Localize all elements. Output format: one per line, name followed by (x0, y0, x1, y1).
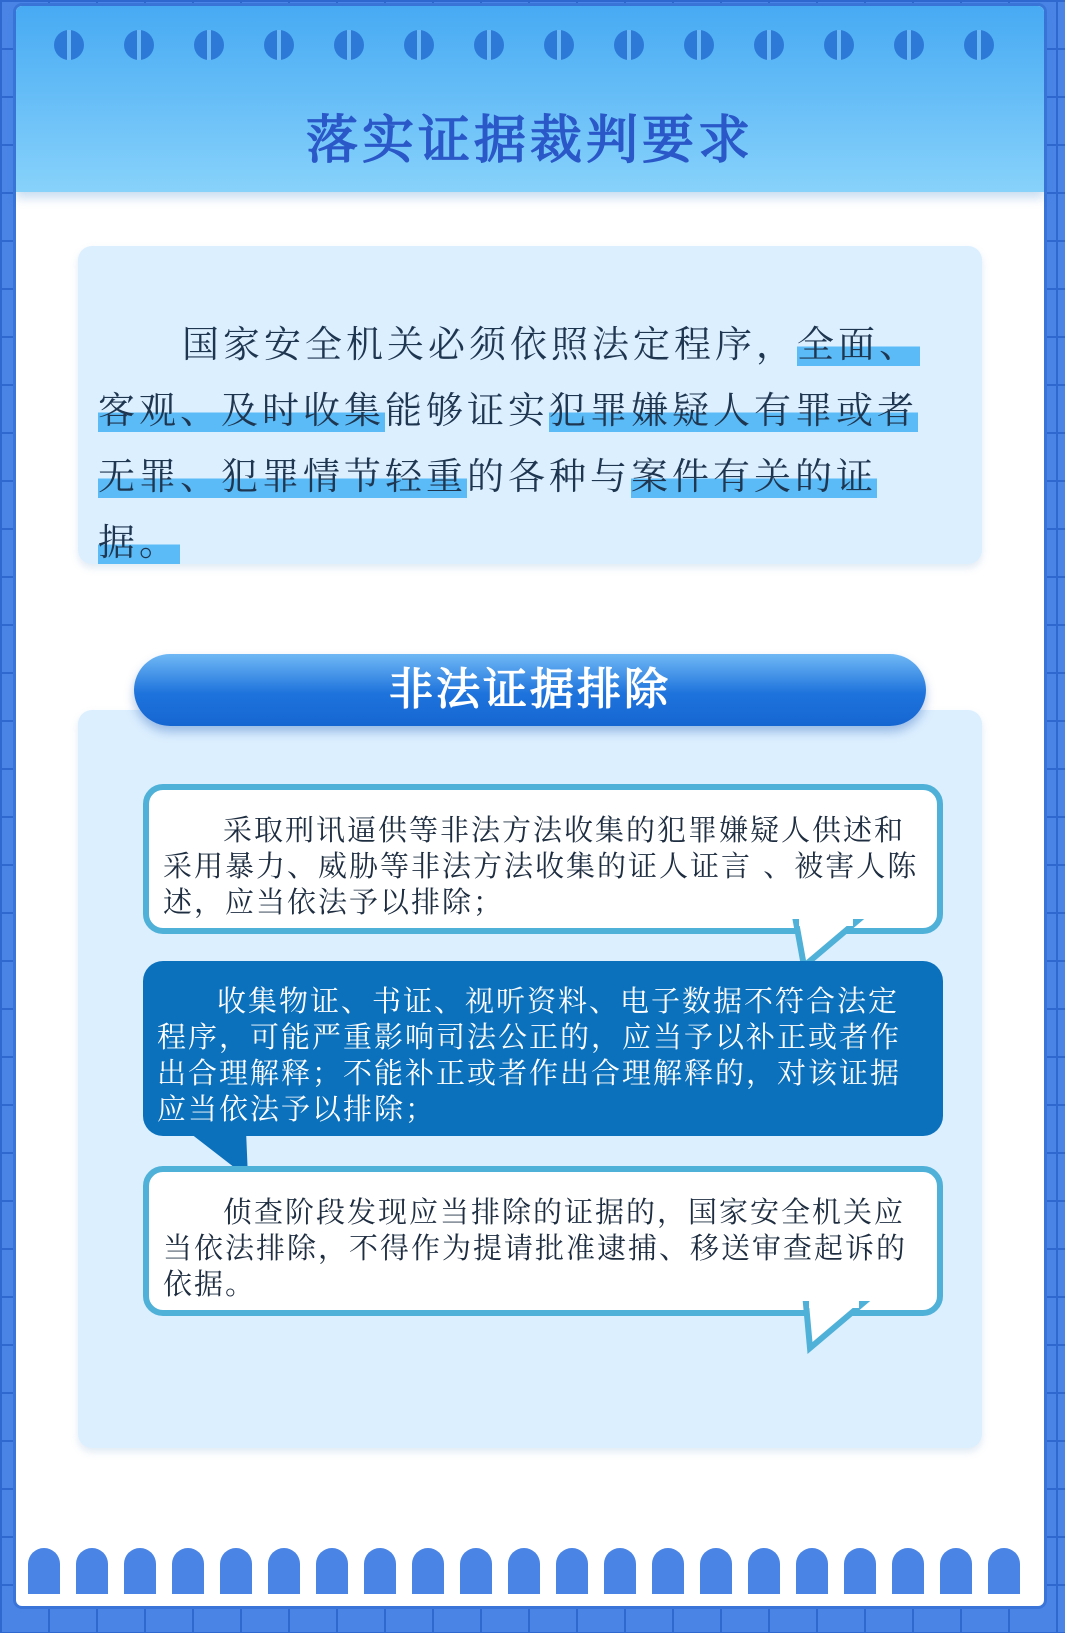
speech-bubble (143, 1166, 943, 1316)
scallop-icon (76, 1548, 108, 1594)
speech-bubble-dark (143, 961, 943, 1136)
binder-hole-icon (684, 30, 714, 60)
binder-hole-icon (264, 30, 294, 60)
scallop-icon (556, 1548, 588, 1594)
binder-hole-icon (334, 30, 364, 60)
speech-bubble (143, 784, 943, 934)
section-title: 非法证据排除 (134, 654, 926, 726)
scallop-icon (412, 1548, 444, 1594)
bubble-text: 收集物证、书证、视听资料、电子数据不符合法定程序，可能严重影响司法公正的，应当予以补正或者作出合理解释；不能补正或者作出合理解释的，对该证据应当依法予以排除； (157, 984, 902, 1126)
scallop-icon (844, 1548, 876, 1594)
scallop-icon (364, 1548, 396, 1594)
binder-hole-icon (544, 30, 574, 60)
intro-segment: 的各种与 (467, 455, 631, 498)
bubble-text: 侦查阶段发现应当排除的证据的，国家安全机关应当依法排除，不得作为提请批准逮捕、移送审查起诉的依据。 (163, 1195, 908, 1301)
scallop-icon (652, 1548, 684, 1594)
bubble-text: 采取刑讯逼供等非法方法收集的犯罪嫌疑人供述和采用暴力、威胁等非法方法收集的证人证言 、被害人陈述，应当依法予以排除； (163, 813, 919, 919)
scallop-icon (508, 1548, 540, 1594)
binder-hole-icon (824, 30, 854, 60)
scallop-icon (796, 1548, 828, 1594)
intro-highlight: 全面、客观、及时收集 (98, 323, 920, 432)
scallop-icon (892, 1548, 924, 1594)
binder-hole-icon (54, 30, 84, 60)
paper-sheet (16, 6, 1044, 1606)
binder-hole-icon (404, 30, 434, 60)
intro-highlight: 案件有关的证据。 (98, 455, 877, 564)
intro-card (78, 246, 982, 564)
intro-segment: 能够证实 (385, 389, 549, 432)
page-title: 落实证据裁判要求 (305, 111, 754, 171)
header-band (16, 6, 1044, 192)
scallop-icon (940, 1548, 972, 1594)
intro-paragraph (98, 312, 958, 576)
speech-tail-icon (806, 1304, 876, 1356)
scallop-icon (124, 1548, 156, 1594)
binder-hole-icon (964, 30, 994, 60)
scallop-icon (28, 1548, 60, 1594)
scallop-icon (748, 1548, 780, 1594)
scallop-icon (604, 1548, 636, 1594)
intro-highlight: 犯罪嫌疑人有罪或者无罪、犯罪情节轻重 (98, 389, 918, 498)
scallop-icon (268, 1548, 300, 1594)
binder-hole-icon (614, 30, 644, 60)
binder-hole-icon (474, 30, 504, 60)
scallop-icon (700, 1548, 732, 1594)
bottom-scallop-border (28, 1548, 1038, 1594)
scallop-icon (316, 1548, 348, 1594)
binder-hole-icon (894, 30, 924, 60)
binder-hole-icon (194, 30, 224, 60)
binder-hole-icon (124, 30, 154, 60)
intro-segment: 国家安全机关必须依照法定程序， (182, 323, 797, 366)
scallop-icon (220, 1548, 252, 1594)
scallop-icon (460, 1548, 492, 1594)
binder-hole-icon (754, 30, 784, 60)
binder-holes (54, 30, 1014, 66)
scallop-icon (988, 1548, 1020, 1594)
scallop-icon (172, 1548, 204, 1594)
